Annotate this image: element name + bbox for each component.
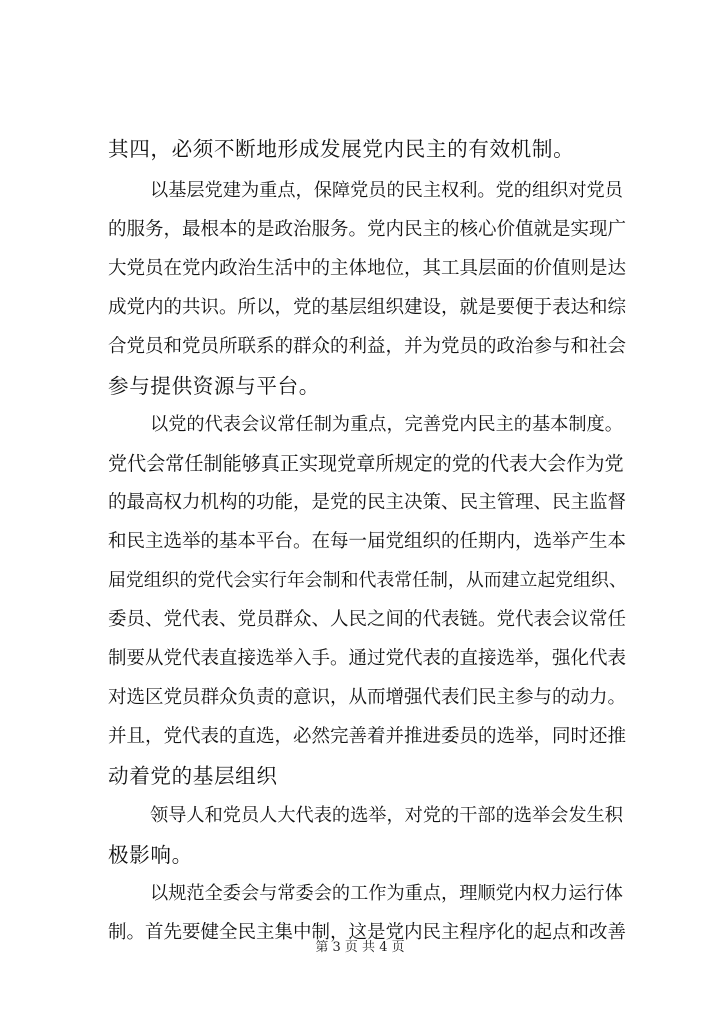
text-line: 制。首先要健全民主集中制，这是党内民主程序化的起点和改善 [108,922,627,943]
text-line: 届党组织的党代会实行年会制和代表常任制，从而建立起党组织、 [108,570,627,591]
text-line: 领导人和党员人大代表的选举，对党的干部的选举会发生积 [150,805,623,826]
text-line: 制要从党代表直接选举入手。通过党代表的直接选举，强化代表 [108,648,627,669]
text-line: 以党的代表会议常任制为重点，完善党内民主的基本制度。 [150,414,623,435]
text-line: 委员、党代表、党员群众、人民之间的代表链。党代表会议常任 [108,609,627,630]
text-line: 极影响。 [108,843,193,867]
text-line: 大党员在党内政治生活中的主体地位，其工具层面的价值则是达 [108,258,627,279]
text-line: 党代会常任制能够真正实现党章所规定的党的代表大会作为党 [108,452,624,475]
text-line: 其四，必须不断地形成发展党内民主的有效机制。 [108,137,575,161]
text-line: 参与提供资源与平台。 [108,374,320,398]
text-line: 的最高权力机构的功能，是党的民主决策、民主管理、民主监督 [108,492,627,513]
text-line: 以规范全委会与常委会的工作为重点，理顺党内权力运行体 [150,883,623,904]
text-line: 成党内的共识。所以，党的基层组织建设，就是要便于表达和综 [108,297,627,318]
text-line: 以基层党建为重点，保障党员的民主权利。党的组织对党员 [150,180,623,201]
text-line: 合党员和党员所联系的群众的利益，并为党员的政治参与和社会 [108,336,627,357]
text-line: 并且，党代表的直选，必然完善着并推进委员的选举，同时还推 [108,726,627,747]
text-line: 和民主选举的基本平台。在每一届党组织的任期内，选举产生本 [108,531,627,552]
text-line: 对选区党员群众负责的意识，从而增强代表们民主参与的动力。 [108,687,627,708]
page-number-footer: 第 3 页 共 4 页 [315,940,405,955]
text-line: 动着党的基层组织 [108,764,278,788]
text-line: 的服务，最根本的是政治服务。党内民主的核心价值就是实现广 [108,219,627,240]
